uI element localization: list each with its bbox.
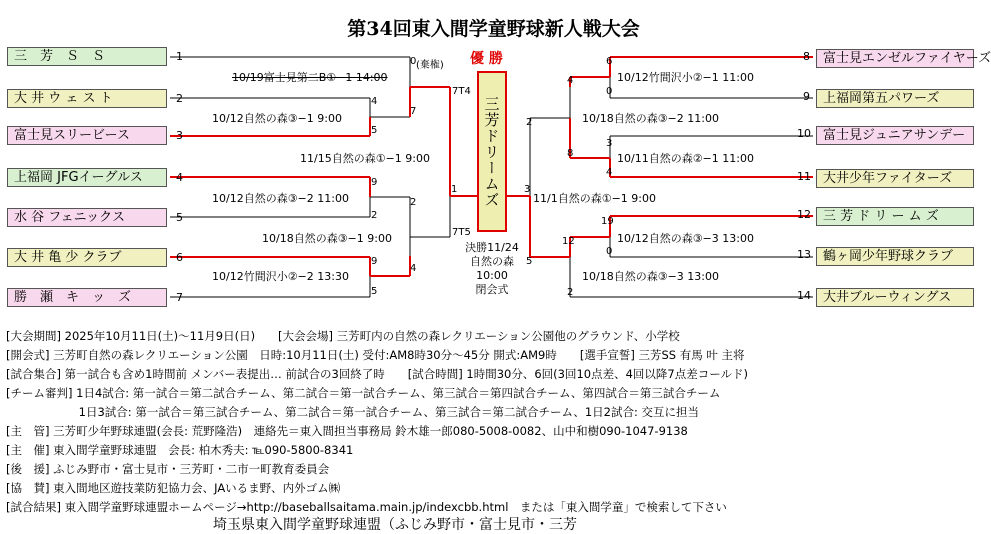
- game-info: 11/1自然の森①−1 9:00: [533, 192, 656, 205]
- score-value: 2: [526, 117, 533, 128]
- info-line: [開会式] 三芳町自然の森レクリエーション公園 日時:10月11日(土) 受付:AM8時30分〜45分 開式:AM9時 [選手宣誓] 三芳SS 有馬 叶 主将: [6, 348, 745, 362]
- info-line: 1日3試合: 第一試合＝第三試合チーム、第二試合＝第一試合チーム、第三試合＝第二試合チーム、1日2試合: 交互に担当: [6, 405, 700, 419]
- game-info: 10/12竹間沢小②−2 13:30: [212, 270, 349, 283]
- score-value: 12: [562, 236, 575, 247]
- score-value: 19: [601, 216, 614, 227]
- info-line: [協 賛] 東入間地区遊技業防犯協力会、JAいるま野、内外ゴム㈱: [6, 481, 341, 495]
- bracket-label: (棄権): [416, 60, 444, 71]
- team-seed: 14: [797, 289, 811, 302]
- info-line: [大会期間] 2025年10月11日(土)〜11月9日(日) [大会会場] 三芳町内の自然の森レクリエーション公園他のグラウンド、小学校: [6, 329, 680, 343]
- bracket-label: 7T5: [452, 227, 471, 238]
- team-name: 富士見ジュニアサンデー: [816, 126, 974, 145]
- team-seed: 2: [176, 92, 183, 105]
- game-info: 10/12自然の森③−2 11:00: [212, 192, 349, 205]
- info-line: [チーム審判] 1日4試合: 第一試合＝第二試合チーム、第二試合＝第一試合チーム、第三試合＝第四試合チーム、第四試合＝第三試合チーム: [6, 386, 721, 400]
- team-name: 富士見エンゼルファイヤーズ: [816, 49, 974, 68]
- score-value: 7: [410, 106, 417, 117]
- game-info: 10/19富士見第二B①−1 14:00: [232, 71, 388, 84]
- team-seed: 3: [176, 129, 183, 142]
- score-value: 5: [371, 286, 378, 297]
- score-value: 9: [371, 177, 378, 188]
- score-value: 2: [410, 197, 417, 208]
- game-info: 10/18自然の森③−2 11:00: [582, 112, 719, 125]
- score-value: 2: [567, 287, 574, 298]
- footer-text: 埼玉県東入間学童野球連盟（ふじみ野市・富士見市・三芳: [213, 517, 577, 533]
- game-info: 10/18自然の森③−1 9:00: [262, 232, 392, 245]
- game-info: 10/12竹間沢小②−1 11:00: [617, 71, 754, 84]
- team-seed: 12: [797, 208, 811, 221]
- team-name: 上福岡 JFGイーグルス: [7, 168, 167, 187]
- score-value: 9: [371, 256, 378, 267]
- final-info-line: 決勝11/24: [465, 241, 519, 254]
- final-info: [452, 241, 532, 297]
- score-value: 3: [524, 184, 531, 195]
- game-info: 10/11自然の森②−1 11:00: [617, 152, 754, 165]
- team-seed: 6: [176, 251, 183, 264]
- bracket-label: 7T4: [452, 86, 471, 97]
- score-value: 4: [410, 263, 417, 274]
- game-info: 10/18自然の森③−3 13:00: [582, 270, 719, 283]
- info-line: [試合結果] 東入間学童野球連盟ホームページ→http://baseballsaitama.main.jp/indexcbb.html または「東入間学童」で検索して下さい: [6, 500, 727, 514]
- team-name: 大 井 ウ ェ ス ト: [7, 89, 167, 108]
- team-name: 三 芳 Ｓ Ｓ: [7, 47, 167, 66]
- score-value: 4: [567, 75, 574, 86]
- score-value: 5: [526, 256, 533, 267]
- team-name: 鶴ヶ岡少年野球クラブ: [816, 247, 974, 266]
- team-name: 上福岡第五パワーズ: [816, 89, 974, 108]
- info-line: [主 管] 三芳町少年野球連盟(会長: 荒野隆浩) 連絡先＝東入間担当事務局 鈴木雄一郎080-5008-0082、山中和樹090-1047-9138: [6, 424, 688, 438]
- team-seed: 13: [797, 248, 811, 261]
- score-value: 8: [567, 148, 574, 159]
- team-seed: 7: [176, 291, 183, 304]
- info-line: [試合集合] 第一試合も含め1時間前 メンバー表提出… 前試合の3回終了時 [試合時間] 1時間30分、6回(3回10点差、4回以降7点差コールド): [6, 367, 748, 381]
- score-value: 0: [606, 86, 613, 97]
- team-seed: 1: [176, 50, 183, 63]
- team-seed: 4: [176, 171, 183, 184]
- score-value: 5: [371, 125, 378, 136]
- team-name: 水 谷 フェニックス: [7, 208, 167, 227]
- final-info-line: 自然の森: [470, 255, 514, 268]
- champion-box: 三芳ドリームズ: [477, 71, 507, 232]
- team-name: 大井少年ファイターズ: [816, 169, 974, 188]
- victory-label: 優 勝: [470, 51, 503, 67]
- team-seed: 10: [797, 127, 811, 140]
- game-info: 10/12自然の森③−3 13:00: [617, 232, 754, 245]
- game-info: 10/12自然の森③−1 9:00: [212, 112, 342, 125]
- team-seed: 11: [797, 170, 811, 183]
- score-value: 3: [606, 138, 613, 149]
- team-name: 大井ブルーウィングス: [816, 288, 974, 307]
- score-value: 4: [371, 96, 378, 107]
- game-info: 11/15自然の森①−1 9:00: [300, 152, 430, 165]
- team-name: 富士見スリービース: [7, 126, 167, 145]
- team-name: 三 芳 ド リ ー ム ズ: [816, 207, 974, 226]
- team-seed: 5: [176, 211, 183, 224]
- score-value: 0: [606, 246, 613, 257]
- final-info-line: 10:00: [476, 269, 508, 282]
- team-name: 勝 瀬 キ ッ ズ: [7, 288, 167, 307]
- team-name: 大 井 亀 少 クラブ: [7, 248, 167, 267]
- page-title: 第34回東入間学童野球新人戦大会: [347, 18, 640, 40]
- team-seed: 8: [803, 50, 810, 63]
- score-value: 6: [606, 56, 613, 67]
- score-value: 2: [371, 210, 378, 221]
- info-line: [主 催] 東入間学童野球連盟 会長: 柏木秀夫: ℡090-5800-8341: [6, 443, 354, 457]
- info-line: [後 援] ふじみ野市・富士見市・三芳町・二市一町教育委員会: [6, 462, 330, 476]
- score-value: 0: [410, 56, 417, 67]
- final-info-line: 閉会式: [475, 283, 509, 296]
- score-value: 1: [451, 184, 458, 195]
- team-seed: 9: [803, 90, 810, 103]
- score-value: 4: [606, 167, 613, 178]
